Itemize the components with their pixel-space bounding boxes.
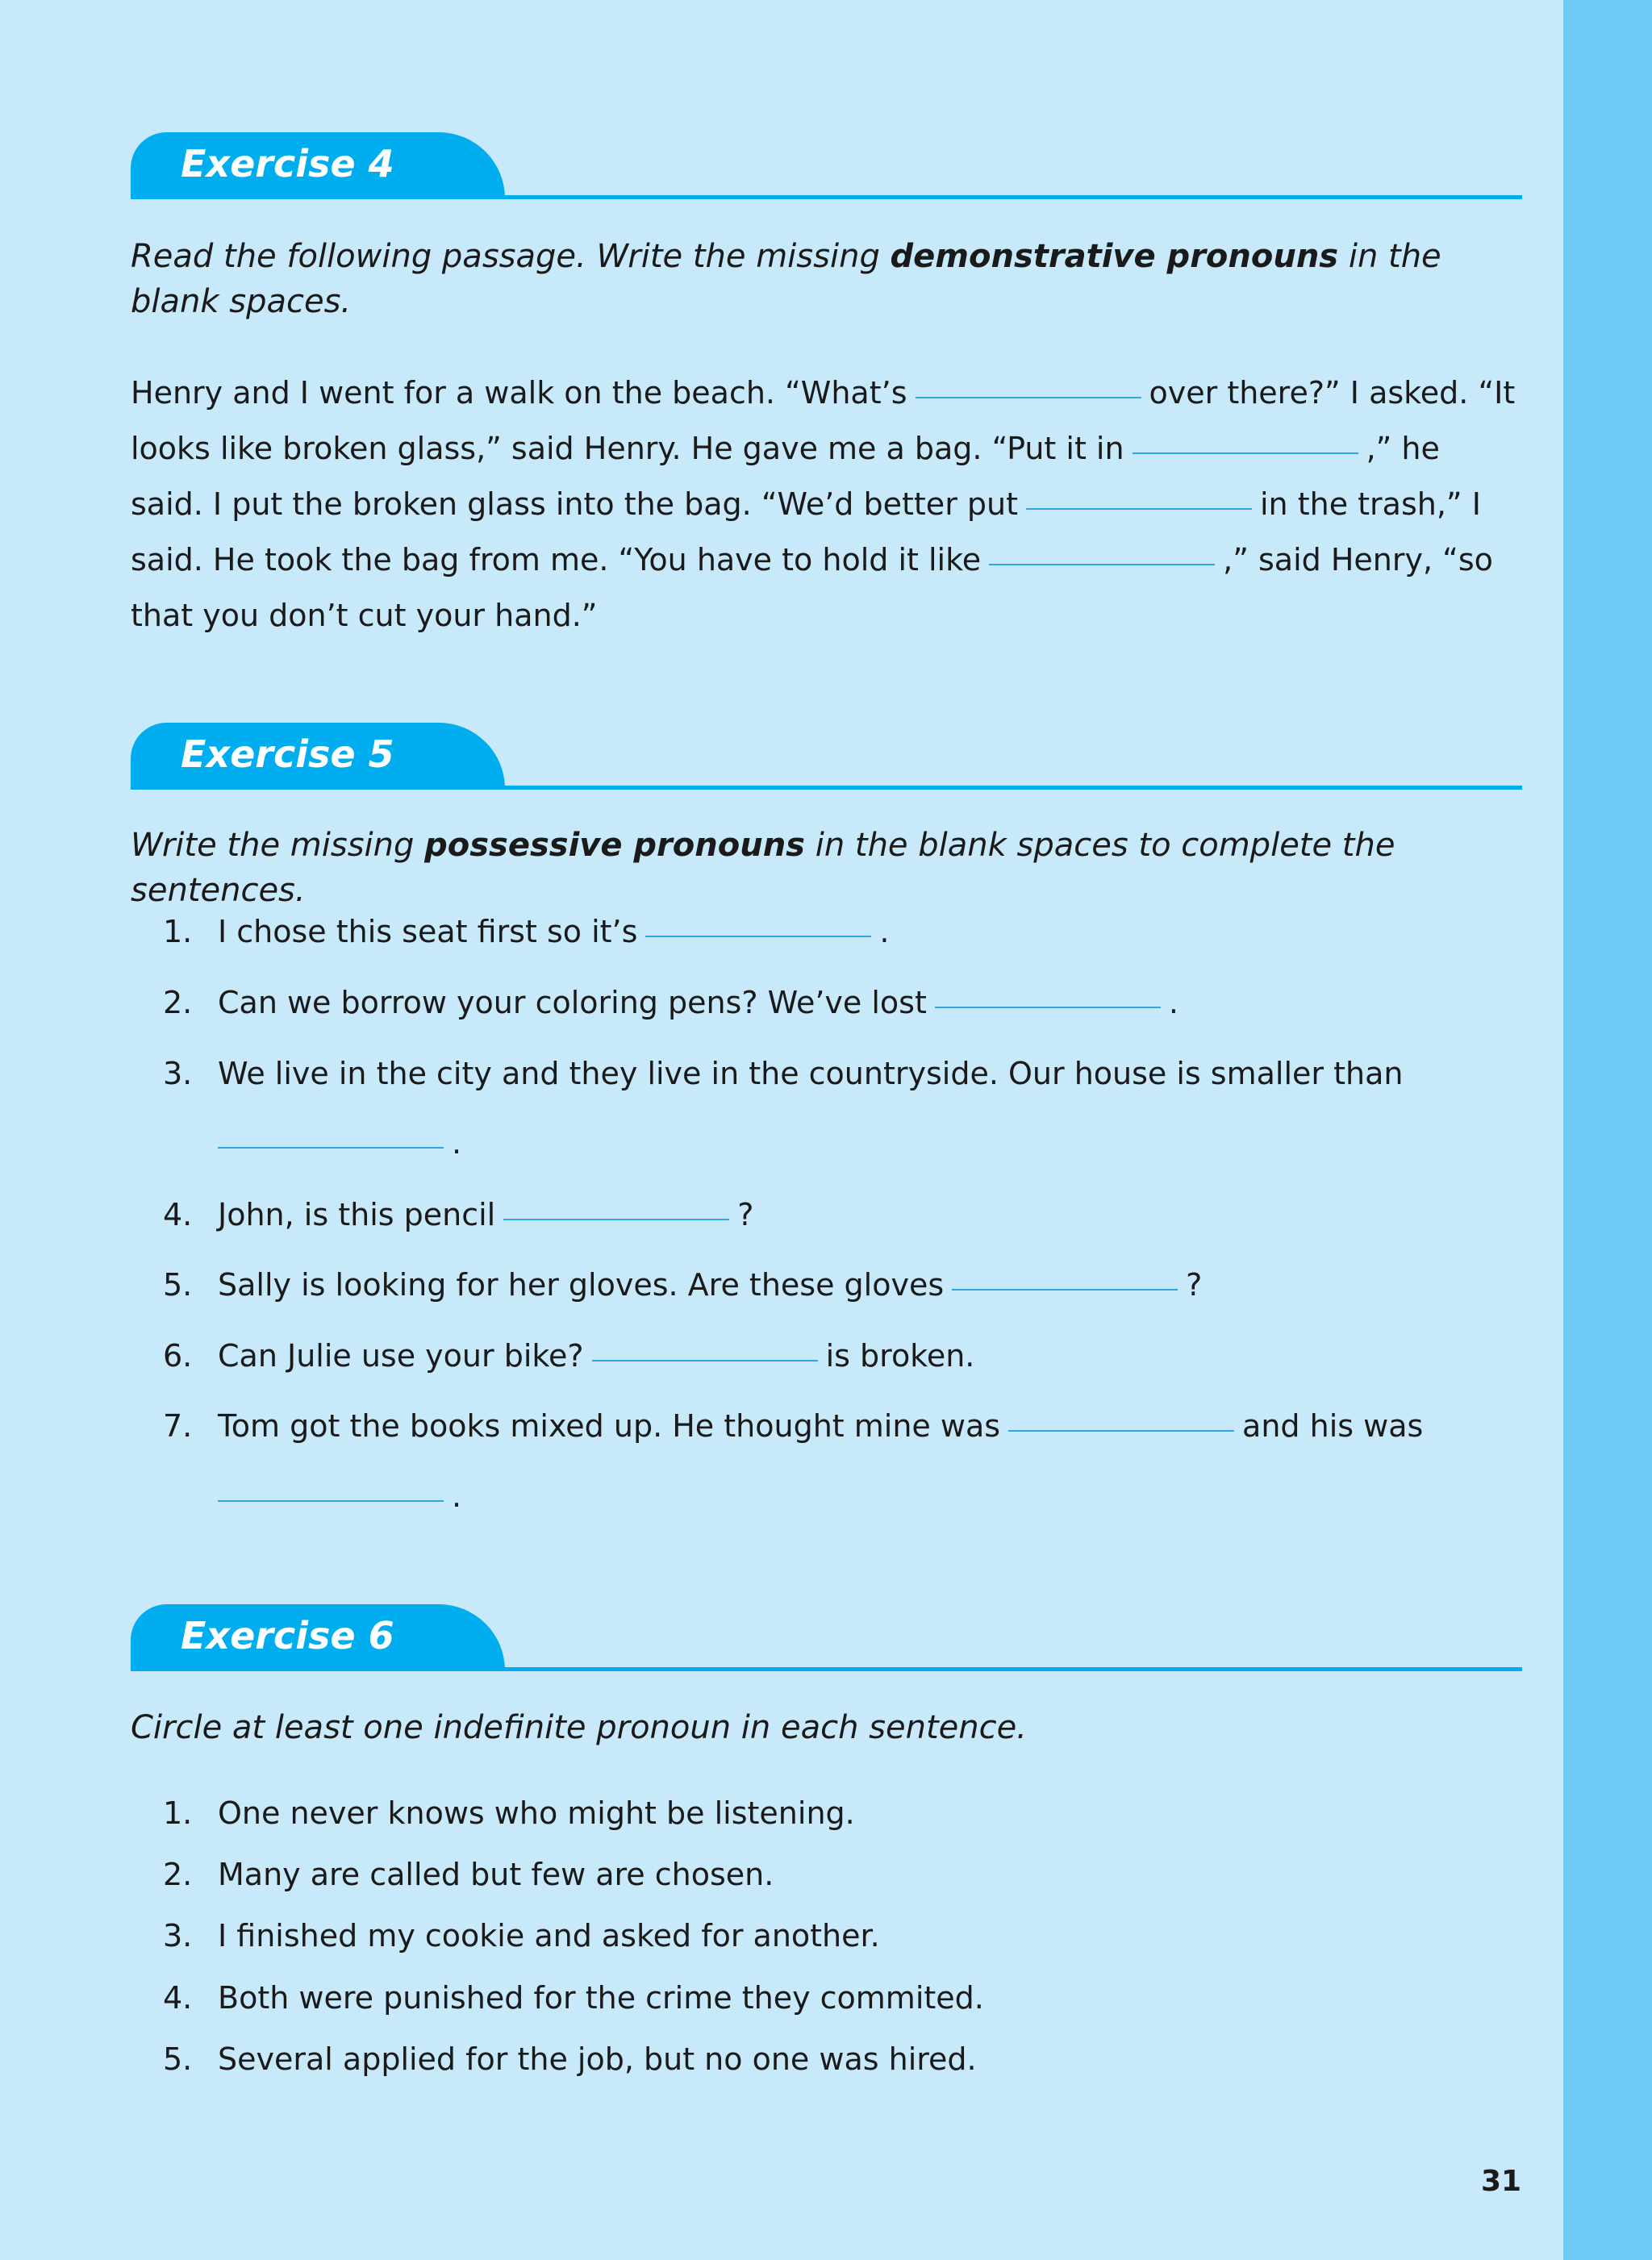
item-text[interactable]: Several applied for the job, but no one was hired.	[218, 2041, 977, 2077]
instruction-text: in the blank spaces.	[131, 238, 1441, 320]
item-text[interactable]: Many are called but few are chosen.	[218, 1857, 774, 1892]
exercise-5-header	[131, 723, 1522, 789]
item-number: 4.	[163, 1980, 193, 2016]
answer-blank[interactable]	[645, 936, 871, 937]
page-number: 31	[1481, 2165, 1522, 2198]
exercise-4-header	[131, 132, 1522, 198]
exercise-4-title: Exercise 4	[131, 132, 505, 198]
exercise-4-instruction	[131, 234, 1522, 324]
exercise-5-title: Exercise 5	[131, 723, 505, 789]
item-text[interactable]: Both were punished for the crime they commited.	[218, 1980, 984, 2016]
item-text: Can Julie use your bike?	[218, 1338, 584, 1374]
item-text: ?	[737, 1197, 754, 1232]
exercise-6-title: Exercise 6	[131, 1604, 505, 1670]
item-text: is broken.	[825, 1338, 975, 1374]
side-color-strip	[1563, 0, 1652, 2260]
item-number: 1.	[163, 1795, 193, 1831]
passage-text: ,” said Henry, “so that you don’t cut your hand.”	[131, 542, 1493, 633]
answer-blank[interactable]	[218, 1500, 444, 1502]
instruction-emphasis: possessive pronouns	[424, 827, 805, 864]
passage-text: Henry and I went for a walk on the beach. “What’s	[131, 375, 907, 411]
item-number: 7.	[163, 1408, 193, 1444]
item-text: .	[879, 914, 890, 949]
answer-blank[interactable]	[218, 1147, 444, 1149]
answer-blank[interactable]	[592, 1360, 818, 1361]
exercise-5-divider	[131, 786, 1522, 790]
answer-blank[interactable]	[952, 1289, 1178, 1291]
item-text[interactable]: I finished my cookie and asked for another.	[218, 1918, 880, 1954]
answer-blank[interactable]	[935, 1007, 1161, 1008]
exercise-6-instruction: Circle at least one indefinite pronoun in each sentence.	[131, 1709, 1027, 1746]
answer-blank[interactable]	[1026, 508, 1252, 510]
item-number: 4.	[163, 1197, 193, 1232]
item-text: We live in the city and they live in the countryside. Our house is smaller than	[218, 1056, 1404, 1091]
exercise-4-passage	[131, 365, 1518, 644]
item-number: 2.	[163, 985, 193, 1020]
passage-text: in the trash,” I said. He took the bag from me. “You have to hold it like	[131, 486, 1481, 578]
item-text: Can we borrow your coloring pens? We’ve lost	[218, 985, 927, 1020]
item-number: 3.	[163, 1056, 193, 1091]
item-text: I chose this seat first so it’s	[218, 914, 638, 949]
item-number: 5.	[163, 2041, 193, 2077]
instruction-text: Write the missing	[131, 827, 425, 864]
item-text: .	[452, 1478, 462, 1514]
item-text: and his was	[1242, 1408, 1424, 1444]
answer-blank[interactable]	[1008, 1430, 1234, 1432]
item-text[interactable]: One never knows who might be listening.	[218, 1795, 855, 1831]
answer-blank[interactable]	[916, 397, 1141, 398]
answer-blank[interactable]	[1133, 452, 1358, 454]
exercise-6-header	[131, 1604, 1522, 1670]
item-text: ?	[1186, 1267, 1203, 1303]
answer-blank[interactable]	[989, 564, 1215, 565]
exercise-5-instruction	[131, 823, 1522, 913]
answer-blank[interactable]	[503, 1219, 729, 1220]
item-number: 3.	[163, 1918, 193, 1954]
item-number: 2.	[163, 1857, 193, 1892]
item-text: Sally is looking for her gloves. Are these gloves	[218, 1267, 945, 1303]
passage-text: over there?” I asked. “It looks like broken glass,” said Henry. He gave me a bag. “Put it in	[131, 375, 1516, 466]
exercise-6-divider	[131, 1667, 1522, 1671]
item-text: .	[1168, 985, 1179, 1020]
exercise-4-divider	[131, 195, 1522, 199]
instruction-text: Read the following passage. Write the missing	[131, 238, 891, 275]
item-text: Tom got the books mixed up. He thought mine was	[218, 1408, 1001, 1444]
instruction-emphasis: demonstrative pronouns	[890, 238, 1339, 275]
instruction-text: in the blank spaces to complete the sentences.	[131, 827, 1395, 909]
item-number: 6.	[163, 1338, 193, 1374]
passage-text: ,” he said. I put the broken glass into the bag. “We’d better put	[131, 431, 1440, 522]
item-number: 1.	[163, 914, 193, 949]
item-text: .	[452, 1125, 462, 1161]
item-text: John, is this pencil	[218, 1197, 496, 1232]
item-number: 5.	[163, 1267, 193, 1303]
